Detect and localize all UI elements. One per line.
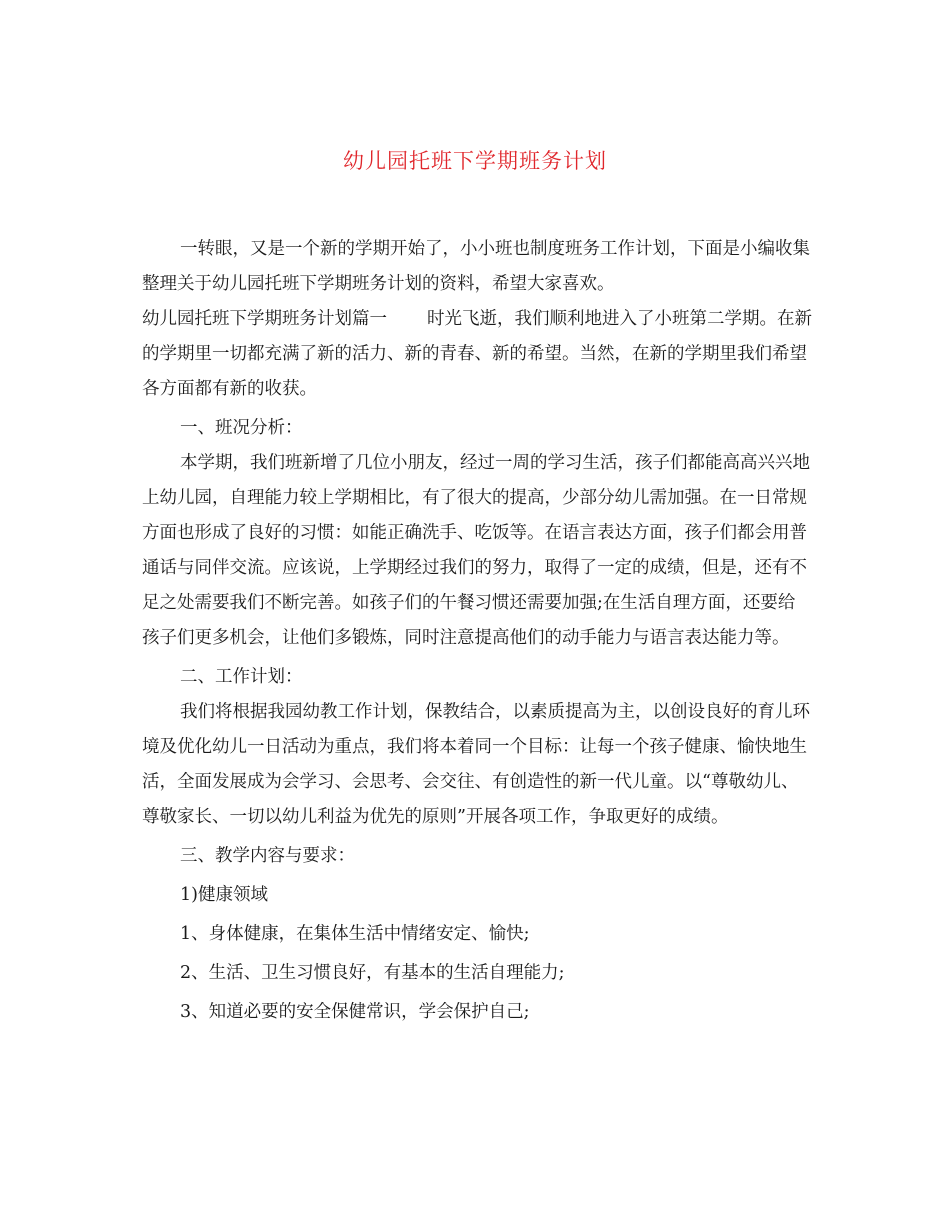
part-paragraph — [142, 302, 812, 407]
subsection-health: 1)健康领域 — [180, 885, 268, 905]
document-body — [142, 232, 812, 1030]
part-text: 时光飞逝，我们顺利地进入了小班第二学期。在新的学期里一切都充满了新的活力、新的青春、新的希望。当然，在新的学期里我们希望各方面都有新的收获。 — [142, 309, 812, 399]
section-paragraph-1: 本学期，我们班新增了几位小朋友，经过一周的学习生活，孩子们都能高高兴兴地上幼儿园，自理能力较上学期相比，有了很大的提高，少部分幼儿需加强。在一日常规方面也形成了良好的习惯：如能正确洗手、吃饭等。在语言表达方面，孩子们都会用普通话与同伴交流。应该说，上学期经过我们的努力，取得了一定的成绩，但是，还有不足之处需要我们不断完善。如孩子们的午餐习惯还需要加强;在生活自理方面，还要给孩子们更多机会，让他们多锻炼，同时注意提高他们的动手能力与语言表达能力等。 — [142, 453, 810, 648]
list-item-3: 3、知道必要的安全保健常识，学会保护自己; — [180, 1002, 530, 1022]
section-heading-2: 二、工作计划： — [180, 667, 303, 687]
intro-paragraph: 一转眼，又是一个新的学期开始了，小小班也制度班务工作计划，下面是小编收集整理关于幼儿园托班下学期班务计划的资料，希望大家喜欢。 — [142, 239, 810, 294]
list-item-1: 1、身体健康，在集体生活中情绪安定、愉快; — [180, 924, 530, 944]
list-item-2: 2、生活、卫生习惯良好，有基本的生活自理能力; — [180, 963, 565, 983]
document-title: 幼儿园托班下学期班务计划 — [343, 149, 607, 173]
section-heading-3: 三、教学内容与要求： — [180, 846, 355, 866]
part-title: 幼儿园托班下学期班务计划篇一 — [142, 309, 387, 329]
section-heading-1: 一、班况分析： — [180, 418, 303, 438]
section-paragraph-2: 我们将根据我园幼教工作计划，保教结合，以素质提高为主，以创设良好的育儿环境及优化幼儿一日活动为重点，我们将本着同一个目标：让每一个孩子健康、愉快地生活，全面发展成为会学习、会思考、会交往、有创造性的新一代儿童。以“尊敬幼儿、尊敬家长、一切以幼儿利益为优先的原则”开展各项工作，争取更好的成绩。 — [142, 702, 810, 827]
